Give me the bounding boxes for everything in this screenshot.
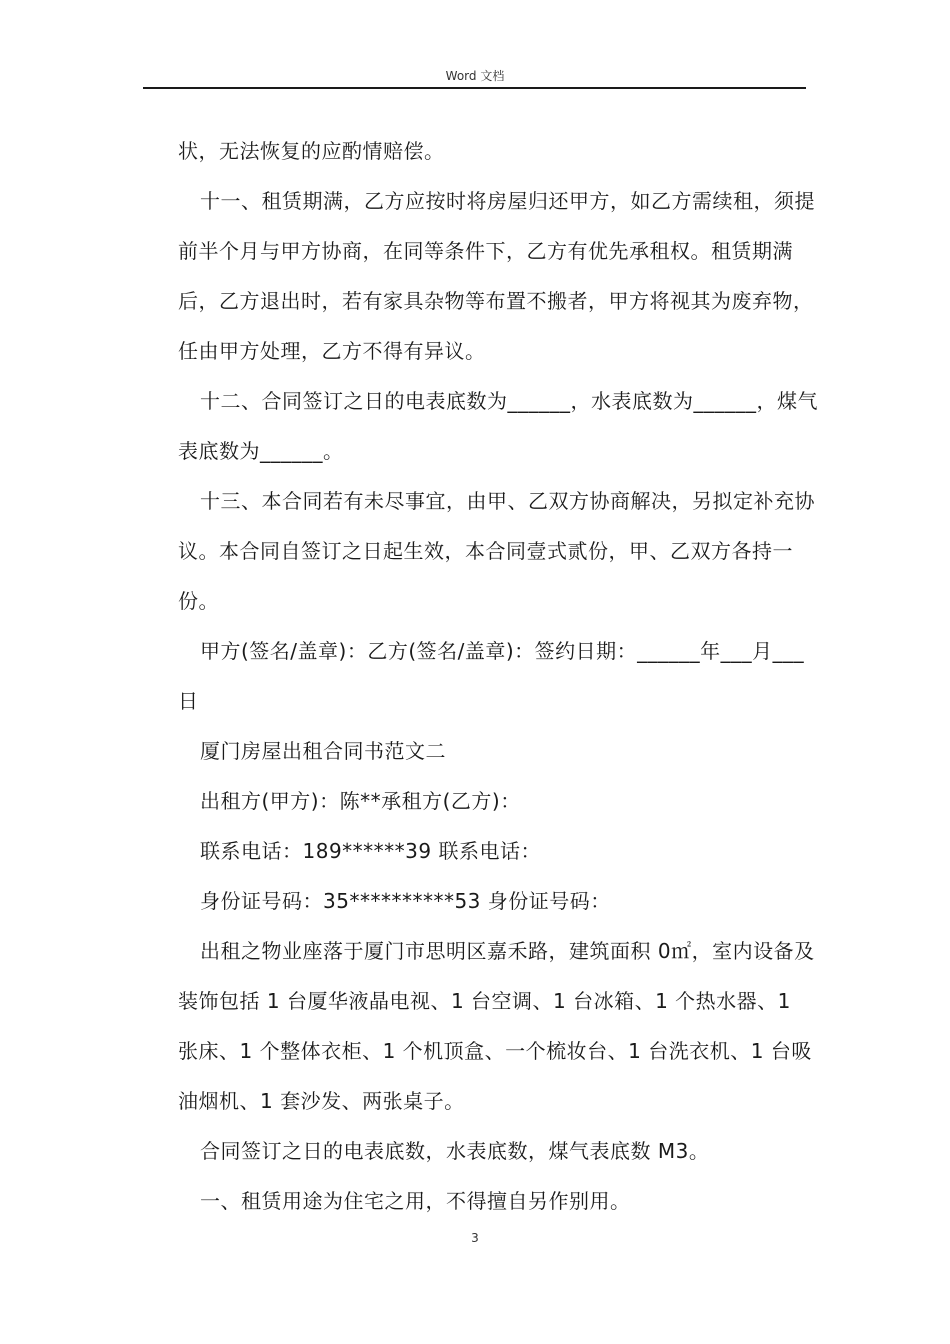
document-body <box>178 126 818 1226</box>
page-header-label: Word 文档 <box>445 69 505 83</box>
meter-readings: 合同签订之日的电表底数，水表底数，煤气表底数 M3。 <box>200 1139 710 1163</box>
section-title: 厦门房屋出租合同书范文二 <box>200 739 446 763</box>
clause-twelve: 十二、合同签订之日的电表底数为______，水表底数为______，煤气表底数为______。 <box>178 389 818 463</box>
page-number: 3 <box>471 1231 479 1245</box>
phone-line: 联系电话：189******39 联系电话： <box>200 839 541 863</box>
signature-line: 甲方(签名/盖章)：乙方(签名/盖章)：签约日期：______年___月___日 <box>178 639 805 713</box>
property-description: 出租之物业座落于厦门市思明区嘉禾路，建筑面积 0㎡，室内设备及装饰包括 1 台厦华液晶电视、1 台空调、1 台冰箱、1 个热水器、1 张床、1 个整体衣柜、1 个机顶盒、一个梳妆台、1 台洗衣机、1 台吸油烟机、1 套沙发、两张桌子。 <box>178 939 815 1113</box>
header-divider <box>143 87 806 89</box>
clause-eleven: 十一、租赁期满，乙方应按时将房屋归还甲方，如乙方需续租，须提前半个月与甲方协商，在同等条件下，乙方有优先承租权。租赁期满后，乙方退出时，若有家具杂物等布置不搬者，甲方将视其为废弃物，任由甲方处理，乙方不得有异议。 <box>178 189 815 363</box>
clause-thirteen: 十三、本合同若有未尽事宜，由甲、乙双方协商解决，另拟定补充协议。本合同自签订之日起生效，本合同壹式贰份，甲、乙双方各持一份。 <box>178 489 815 613</box>
paragraph-continuation: 状，无法恢复的应酌情赔偿。 <box>178 139 445 163</box>
id-number-line: 身份证号码：35**********53 身份证号码： <box>200 889 611 913</box>
clause-one: 一、租赁用途为住宅之用，不得擅自另作别用。 <box>200 1189 631 1213</box>
parties-line: 出租方(甲方)：陈**承租方(乙方)： <box>200 789 521 813</box>
